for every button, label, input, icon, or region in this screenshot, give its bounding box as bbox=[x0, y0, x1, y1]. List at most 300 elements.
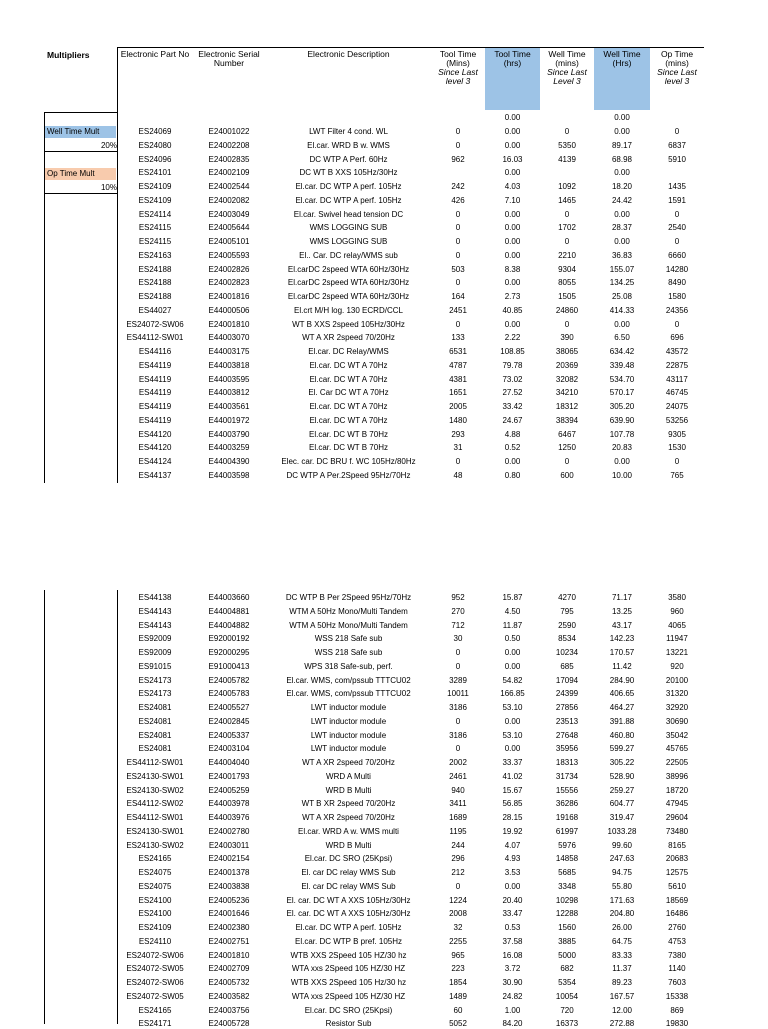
cell-well-time-hrs: 0.00 bbox=[614, 209, 630, 219]
cell-op-time-mins: 13221 bbox=[665, 648, 689, 657]
cell-op-time-mins: 5910 bbox=[668, 154, 686, 164]
cell-well-time-mins: 14858 bbox=[555, 854, 579, 864]
cell-serial: E44003070 bbox=[208, 333, 250, 343]
cell-tool-time-mins: 242 bbox=[451, 182, 465, 191]
cell-part-no: ES24072-SW05 bbox=[126, 991, 184, 1001]
cell-description: El.car. DC WT A 70Hz bbox=[309, 415, 388, 425]
cell-tool-time-hrs: 0.00 bbox=[504, 127, 521, 136]
cell-part-no: ES44027 bbox=[138, 305, 172, 315]
cell-op-time-mins: 24356 bbox=[665, 305, 689, 315]
cell-well-time-mins: 27856 bbox=[555, 703, 579, 712]
cell-op-time-mins: 696 bbox=[670, 333, 684, 343]
cell-description: El.car. DC WTP A perf. 105Hz bbox=[295, 195, 402, 205]
cell-op-time-mins: 1530 bbox=[668, 443, 686, 453]
header-tool-time-mins-label: Tool Time (Mins) bbox=[439, 49, 477, 68]
cell-serial: E44003812 bbox=[208, 388, 250, 398]
cell-tool-time-mins: 293 bbox=[451, 429, 465, 439]
cell-well-time-mins: 61997 bbox=[555, 826, 579, 836]
cell-well-time-hrs: 107.78 bbox=[609, 429, 635, 439]
cell-part-no: ES24109 bbox=[138, 923, 172, 932]
cell-well-time-hrs: 10.00 bbox=[611, 470, 633, 480]
cell-op-time-mins: 47945 bbox=[665, 799, 689, 809]
cell-well-time-mins: 1702 bbox=[558, 223, 576, 233]
cell-part-no: ES91015 bbox=[138, 661, 172, 671]
cell-description: El.car. WRD A w. WMS multi bbox=[298, 826, 399, 836]
cell-tool-time-hrs: 41.02 bbox=[502, 771, 523, 781]
cell-tool-time-hrs: 108.85 bbox=[500, 347, 525, 356]
cell-well-time-hrs: 36.83 bbox=[611, 250, 633, 260]
cell-op-time-mins: 18720 bbox=[665, 785, 689, 795]
cell-tool-time-mins: 3186 bbox=[449, 703, 467, 712]
cell-description: El.car. DC WT A 70Hz bbox=[309, 374, 388, 384]
cell-tool-time-mins: 0 bbox=[455, 127, 461, 136]
cell-tool-time-hrs: 2.73 bbox=[504, 292, 521, 301]
cell-well-time-hrs: 464.27 bbox=[609, 703, 635, 712]
cell-part-no: ES44119 bbox=[138, 415, 172, 425]
cell-part-no: ES44119 bbox=[138, 402, 172, 411]
cell-well-time-mins: 9304 bbox=[558, 264, 576, 274]
cell-well-time-hrs: 13.25 bbox=[611, 606, 633, 616]
cell-tool-time-hrs: 28.15 bbox=[502, 813, 523, 822]
cell-part-no: ES44143 bbox=[138, 620, 172, 630]
cell-part-no: ES24114 bbox=[138, 209, 172, 219]
cell-serial: E44004881 bbox=[208, 606, 250, 616]
cell-tool-time-mins: 2451 bbox=[449, 305, 467, 315]
cell-description: El.car. WMS, com/pssub TTTCU02 bbox=[286, 675, 411, 685]
cell-tool-time-hrs: 53.10 bbox=[502, 703, 523, 712]
cell-well-time-hrs: 11.37 bbox=[612, 964, 632, 974]
cell-serial: E24005101 bbox=[208, 237, 250, 246]
header-well-time-hrs: Well Time (Hrs) bbox=[603, 49, 641, 68]
cell-well-time-hrs: 24.42 bbox=[611, 195, 633, 205]
cell-description: El.car. DC WT A 70Hz bbox=[309, 402, 388, 411]
cell-tool-time-hrs: 84.20 bbox=[502, 1019, 523, 1029]
cell-serial: E44003259 bbox=[208, 443, 250, 453]
cell-description: El.car. DC WT B 70Hz bbox=[309, 443, 388, 453]
cell-serial: E44003595 bbox=[208, 374, 250, 384]
cell-well-time-hrs: 639.90 bbox=[609, 415, 635, 425]
cell-part-no: ES24072-SW06 bbox=[126, 319, 184, 329]
cell-tool-time-hrs: 15.67 bbox=[502, 785, 523, 795]
cell-tool-time-mins: 296 bbox=[451, 854, 465, 864]
cell-op-time-mins: 35042 bbox=[665, 730, 689, 740]
cell-serial: E24005337 bbox=[208, 730, 250, 740]
cell-well-time-hrs: 305.22 bbox=[609, 758, 635, 767]
cell-tool-time-mins: 0 bbox=[455, 140, 461, 150]
cell-serial: E92000295 bbox=[208, 648, 250, 657]
cell-well-time-mins: 1465 bbox=[558, 195, 576, 205]
cell-description: DC WTP A Per.2Speed 95Hz/70Hz bbox=[286, 470, 411, 480]
cell-part-no: ES44137 bbox=[138, 470, 172, 480]
cell-tool-time-hrs: 2.22 bbox=[504, 333, 521, 343]
cell-serial: E91000413 bbox=[208, 661, 250, 671]
cell-well-time-hrs: 12.00 bbox=[611, 1005, 633, 1015]
cell-description: WRD A Multi bbox=[326, 771, 371, 781]
cell-tool-time-hrs: 0.00 bbox=[504, 457, 521, 466]
cell-description: El.car. DC WT A 70Hz bbox=[309, 360, 388, 370]
cell-well-time-hrs: 534.70 bbox=[609, 374, 635, 384]
cell-op-time-mins: 9305 bbox=[668, 429, 686, 439]
cell-op-time-mins: 1580 bbox=[668, 292, 686, 301]
cell-part-no: ES24130-SW01 bbox=[126, 826, 184, 836]
cell-serial: E24003582 bbox=[208, 991, 250, 1001]
cell-description: WMS LOGGING SUB bbox=[309, 237, 388, 246]
cell-well-time-mins: 3885 bbox=[558, 936, 576, 946]
cell-well-time-mins: 0 bbox=[564, 457, 570, 466]
cell-serial: E24002208 bbox=[208, 140, 250, 150]
cell-description: LWT inductor module bbox=[310, 744, 387, 754]
cell-well-time-mins: 36286 bbox=[555, 799, 579, 809]
zero-row-tool-hrs: 0.00 bbox=[504, 113, 521, 122]
cell-tool-time-hrs: 33.47 bbox=[502, 909, 523, 919]
cell-well-time-mins: 0 bbox=[564, 209, 570, 219]
cell-serial: E24001022 bbox=[208, 127, 250, 136]
cell-tool-time-mins: 2461 bbox=[449, 771, 467, 781]
cell-part-no: ES24130-SW01 bbox=[126, 771, 184, 781]
cell-tool-time-mins: 0 bbox=[455, 661, 461, 671]
cell-tool-time-hrs: 0.00 bbox=[504, 661, 521, 671]
cell-op-time-mins: 43117 bbox=[666, 374, 688, 384]
cell-well-time-mins: 5685 bbox=[558, 868, 576, 877]
cell-serial: E24003011 bbox=[208, 840, 250, 850]
cell-part-no: ES24096 bbox=[138, 154, 172, 164]
cell-serial: E24005782 bbox=[208, 675, 250, 685]
cell-op-time-mins: 0 bbox=[674, 209, 680, 219]
cell-well-time-hrs: 55.80 bbox=[611, 881, 633, 891]
cell-part-no: ES44112-SW01 bbox=[126, 813, 184, 822]
cell-serial: E24002709 bbox=[208, 964, 250, 974]
cell-well-time-hrs: 604.77 bbox=[609, 799, 635, 809]
cell-well-time-mins: 10054 bbox=[555, 991, 579, 1001]
cell-serial: E24003104 bbox=[208, 744, 250, 754]
cell-tool-time-hrs: 3.72 bbox=[504, 964, 521, 974]
cell-serial: E44000506 bbox=[208, 305, 250, 315]
side-divider-top bbox=[44, 112, 117, 113]
cell-part-no: ES24081 bbox=[138, 703, 172, 712]
cell-op-time-mins: 3580 bbox=[668, 593, 686, 602]
op-time-mult-value[interactable]: 10% bbox=[45, 182, 117, 194]
cell-well-time-hrs: 83.33 bbox=[611, 950, 633, 960]
cell-op-time-mins: 869 bbox=[670, 1005, 684, 1015]
cell-well-time-hrs: 142.23 bbox=[609, 634, 635, 644]
cell-tool-time-hrs: 7.10 bbox=[504, 195, 521, 205]
cell-part-no: ES44119 bbox=[138, 360, 172, 370]
cell-tool-time-hrs: 1.00 bbox=[504, 1005, 521, 1015]
cell-well-time-mins: 31734 bbox=[555, 771, 579, 781]
cell-serial: E24001816 bbox=[208, 292, 250, 301]
cell-tool-time-hrs: 56.85 bbox=[502, 799, 523, 809]
cell-tool-time-hrs: 16.03 bbox=[502, 154, 523, 164]
cell-serial: E44004040 bbox=[208, 758, 250, 767]
cell-tool-time-mins: 6531 bbox=[449, 347, 467, 356]
well-time-mult-value[interactable]: 20% bbox=[45, 140, 117, 152]
cell-well-time-mins: 35956 bbox=[555, 744, 579, 754]
header-well-time-mins bbox=[540, 50, 594, 86]
cell-serial: E44003976 bbox=[208, 813, 250, 822]
cell-part-no: ES24072-SW06 bbox=[126, 978, 184, 987]
cell-tool-time-hrs: 24.67 bbox=[502, 415, 523, 425]
cell-description: El.car. DC WTP A perf. 105Hz bbox=[295, 923, 402, 932]
cell-op-time-mins: 30690 bbox=[665, 716, 689, 726]
cell-op-time-mins: 43572 bbox=[665, 347, 689, 356]
cell-well-time-hrs: 0.00 bbox=[614, 127, 630, 136]
cell-op-time-mins: 7603 bbox=[668, 978, 686, 987]
cell-tool-time-mins: 0 bbox=[455, 881, 461, 891]
cell-tool-time-mins: 212 bbox=[451, 868, 465, 877]
cell-serial: E24003756 bbox=[208, 1005, 250, 1015]
cell-description: El.car. DC WT B 70Hz bbox=[309, 429, 388, 439]
cell-tool-time-hrs: 54.82 bbox=[502, 675, 523, 685]
cell-serial: E44003660 bbox=[208, 593, 250, 602]
cell-tool-time-hrs: 0.52 bbox=[504, 443, 521, 453]
cell-part-no: ES44120 bbox=[138, 443, 172, 453]
cell-part-no: ES24109 bbox=[138, 195, 172, 205]
cell-op-time-mins: 15338 bbox=[665, 991, 689, 1001]
cell-well-time-hrs: 89.23 bbox=[611, 978, 633, 987]
cell-well-time-mins: 24399 bbox=[555, 689, 579, 699]
cell-part-no: ES24188 bbox=[138, 278, 172, 288]
cell-part-no: ES24165 bbox=[138, 1005, 172, 1015]
cell-description: El.car. WRD B w. WMS bbox=[307, 140, 390, 150]
cell-tool-time-mins: 3186 bbox=[449, 730, 467, 740]
cell-description: Elec. car. DC BRU f. WC 105Hz/80Hz bbox=[281, 457, 416, 466]
cell-description: WTM A 50Hz Mono/Multi Tandem bbox=[289, 620, 408, 630]
cell-tool-time-hrs: 0.00 bbox=[504, 319, 521, 329]
cell-tool-time-mins: 31 bbox=[453, 443, 463, 453]
cell-well-time-mins: 5976 bbox=[558, 840, 576, 850]
cell-well-time-mins: 5000 bbox=[558, 950, 576, 960]
cell-serial: E24002835 bbox=[208, 154, 250, 164]
cell-serial: E24002751 bbox=[208, 936, 250, 946]
cell-well-time-hrs: 272.88 bbox=[609, 1019, 635, 1029]
cell-tool-time-mins: 0 bbox=[455, 223, 461, 233]
cell-description: WTA xxs 2Speed 105 HZ/30 HZ bbox=[291, 991, 406, 1001]
cell-tool-time-mins: 0 bbox=[455, 250, 461, 260]
cell-well-time-hrs: 204.80 bbox=[609, 909, 635, 919]
cell-serial: E24005644 bbox=[208, 223, 250, 233]
cell-tool-time-hrs: 0.00 bbox=[504, 250, 521, 260]
cell-part-no: ES24163 bbox=[138, 250, 172, 260]
cell-tool-time-mins: 1480 bbox=[449, 415, 467, 425]
cell-op-time-mins: 20683 bbox=[665, 854, 689, 864]
cell-well-time-mins: 18313 bbox=[555, 758, 579, 767]
cell-part-no: ES24075 bbox=[138, 868, 172, 877]
cell-part-no: ES24109 bbox=[138, 182, 172, 191]
cell-part-no: ES44116 bbox=[138, 347, 172, 356]
cell-op-time-mins: 12575 bbox=[665, 868, 689, 877]
cell-op-time-mins: 6660 bbox=[668, 250, 686, 260]
cell-well-time-hrs: 460.80 bbox=[609, 730, 635, 740]
cell-tool-time-mins: 962 bbox=[451, 154, 465, 164]
cell-well-time-mins: 4270 bbox=[558, 593, 576, 602]
cell-op-time-mins: 73480 bbox=[665, 826, 689, 836]
cell-op-time-mins: 46745 bbox=[665, 388, 689, 398]
cell-op-time-mins: 0 bbox=[674, 319, 680, 329]
cell-well-time-hrs: 319.47 bbox=[609, 813, 635, 822]
cell-well-time-mins: 0 bbox=[564, 237, 570, 246]
cell-tool-time-mins: 30 bbox=[453, 634, 463, 644]
cell-op-time-mins: 11947 bbox=[666, 634, 688, 644]
cell-serial: E24005593 bbox=[208, 250, 250, 260]
cell-tool-time-mins: 4787 bbox=[449, 360, 467, 370]
cell-tool-time-hrs: 30.90 bbox=[502, 978, 523, 987]
cell-serial: E92000192 bbox=[208, 634, 250, 644]
cell-tool-time-mins: 0 bbox=[455, 237, 461, 246]
cell-tool-time-mins: 0 bbox=[455, 209, 461, 219]
cell-tool-time-hrs: 0.50 bbox=[504, 634, 521, 644]
cell-tool-time-mins: 5052 bbox=[449, 1019, 467, 1029]
cell-op-time-mins: 32920 bbox=[665, 703, 689, 712]
header-tool-time-hrs: Tool Time (hrs) bbox=[494, 49, 531, 68]
cell-tool-time-mins: 164 bbox=[451, 292, 465, 301]
cell-serial: E24005732 bbox=[208, 978, 250, 987]
cell-tool-time-hrs: 4.93 bbox=[504, 854, 521, 864]
side-left-border-2 bbox=[44, 590, 45, 1024]
cell-tool-time-hrs: 0.53 bbox=[504, 923, 521, 932]
cell-tool-time-hrs: 53.10 bbox=[502, 730, 523, 740]
cell-part-no: ES44112-SW01 bbox=[126, 333, 184, 343]
cell-tool-time-mins: 2008 bbox=[449, 909, 467, 919]
cell-op-time-mins: 31320 bbox=[665, 689, 689, 699]
cell-description: El.car. DC WTP A perf. 105Hz bbox=[295, 182, 402, 191]
cell-description: WMS LOGGING SUB bbox=[309, 223, 388, 233]
cell-well-time-hrs: 26.00 bbox=[611, 923, 633, 932]
cell-serial: E44004882 bbox=[208, 620, 250, 630]
cell-op-time-mins: 1435 bbox=[668, 182, 686, 191]
cell-description: El.carDC 2speed WTA 60Hz/30Hz bbox=[287, 292, 410, 301]
header-serial: Electronic Serial Number bbox=[198, 49, 260, 68]
cell-tool-time-mins: 1224 bbox=[449, 895, 467, 905]
cell-part-no: ES92009 bbox=[138, 634, 172, 644]
cell-tool-time-mins: 32 bbox=[453, 923, 463, 932]
cell-well-time-mins: 17094 bbox=[555, 675, 579, 685]
cell-tool-time-hrs: 15.87 bbox=[502, 593, 523, 602]
cell-well-time-hrs: 259.27 bbox=[609, 785, 635, 795]
cell-description: WTA xxs 2Speed 105 HZ/30 HZ bbox=[291, 964, 406, 974]
cell-well-time-mins: 682 bbox=[560, 964, 574, 974]
cell-tool-time-hrs: 0.00 bbox=[504, 716, 521, 726]
cell-well-time-mins: 2210 bbox=[558, 250, 576, 260]
cell-tool-time-mins: 223 bbox=[451, 964, 465, 974]
cell-serial: E24002823 bbox=[208, 278, 250, 288]
cell-tool-time-hrs: 0.00 bbox=[504, 744, 521, 754]
cell-tool-time-hrs: 0.00 bbox=[504, 223, 521, 233]
header-op-time-mins-sub: Since Last level 3 bbox=[657, 67, 697, 86]
cell-description: DC WTP B Per 2Speed 95Hz/70Hz bbox=[285, 593, 412, 602]
cell-op-time-mins: 29604 bbox=[665, 813, 689, 822]
cell-op-time-mins: 0 bbox=[674, 457, 680, 466]
cell-serial: E24002109 bbox=[208, 168, 250, 178]
cell-well-time-mins: 1560 bbox=[558, 923, 576, 932]
cell-tool-time-mins: 0 bbox=[455, 744, 461, 754]
cell-serial: E24001646 bbox=[208, 909, 250, 919]
cell-well-time-hrs: 68.98 bbox=[611, 154, 633, 164]
cell-well-time-hrs: 528.90 bbox=[609, 771, 635, 781]
cell-part-no: ES24115 bbox=[138, 223, 172, 233]
cell-part-no: ES44143 bbox=[138, 606, 172, 616]
cell-serial: E44003598 bbox=[208, 470, 250, 480]
cell-op-time-mins: 1591 bbox=[668, 195, 686, 205]
cell-description: WRD B Multi bbox=[325, 785, 372, 795]
cell-tool-time-mins: 2005 bbox=[449, 402, 467, 411]
cell-op-time-mins: 765 bbox=[670, 470, 684, 480]
cell-well-time-hrs: 94.75 bbox=[611, 868, 633, 877]
cell-serial: E24002380 bbox=[208, 923, 250, 932]
cell-description: El.car. Swivel head tension DC bbox=[293, 209, 404, 219]
cell-tool-time-hrs: 0.80 bbox=[504, 470, 521, 480]
cell-tool-time-hrs: 40.85 bbox=[502, 305, 523, 315]
cell-well-time-mins: 38065 bbox=[555, 347, 579, 356]
cell-description: WTB XXS 2Speed 105 Hz/30 hz bbox=[290, 978, 407, 987]
cell-well-time-hrs: 284.90 bbox=[609, 675, 635, 685]
cell-tool-time-mins: 965 bbox=[451, 950, 465, 960]
cell-tool-time-hrs: 0.00 bbox=[504, 140, 521, 150]
cell-op-time-mins: 53256 bbox=[665, 415, 689, 425]
cell-well-time-hrs: 0.00 bbox=[614, 237, 630, 246]
cell-well-time-hrs: 171.63 bbox=[609, 895, 635, 905]
cell-part-no: ES24072-SW05 bbox=[126, 964, 184, 974]
cell-serial: E24002154 bbox=[208, 854, 250, 864]
cell-well-time-mins: 5350 bbox=[558, 140, 576, 150]
cell-tool-time-mins: 712 bbox=[451, 620, 465, 630]
cell-op-time-mins: 4753 bbox=[668, 936, 686, 946]
cell-description: LWT inductor module bbox=[310, 730, 387, 740]
cell-part-no: ES24100 bbox=[138, 895, 172, 905]
cell-part-no: ES24072-SW06 bbox=[126, 950, 184, 960]
cell-tool-time-mins: 3411 bbox=[449, 799, 467, 809]
cell-tool-time-mins: 3289 bbox=[449, 675, 467, 685]
cell-tool-time-hrs: 166.85 bbox=[500, 689, 525, 699]
cell-well-time-hrs: 570.17 bbox=[609, 388, 635, 398]
cell-well-time-hrs: 170.57 bbox=[609, 648, 635, 657]
cell-tool-time-hrs: 33.37 bbox=[502, 758, 523, 767]
cell-tool-time-mins: 2002 bbox=[449, 758, 467, 767]
op-time-mult-label: Op Time Mult bbox=[45, 168, 116, 180]
cell-well-time-hrs: 134.25 bbox=[609, 278, 635, 288]
cell-description: El. car. DC WT A XXS 105Hz/30Hz bbox=[286, 909, 411, 919]
cell-description: WSS 218 Safe sub bbox=[314, 648, 383, 657]
cell-tool-time-mins: 0 bbox=[455, 457, 461, 466]
cell-description: WT B XR 2speed 70/20Hz bbox=[301, 799, 396, 809]
cell-op-time-mins: 5610 bbox=[668, 881, 686, 891]
cell-tool-time-mins: 0 bbox=[455, 648, 461, 657]
cell-serial: E44003561 bbox=[208, 402, 250, 411]
cell-op-time-mins: 14280 bbox=[665, 264, 689, 274]
well-time-mult-label: Well Time Mult bbox=[45, 126, 116, 138]
cell-serial: E24003049 bbox=[208, 209, 250, 219]
cell-tool-time-mins: 244 bbox=[451, 840, 465, 850]
cell-part-no: ES44138 bbox=[138, 593, 172, 602]
cell-description: WT B XXS 2speed 105Hz/30Hz bbox=[292, 319, 405, 329]
cell-well-time-mins: 8055 bbox=[558, 278, 576, 288]
cell-description: WT A XR 2speed 70/20Hz bbox=[302, 758, 395, 767]
cell-well-time-mins: 38394 bbox=[555, 415, 579, 425]
cell-well-time-hrs: 25.08 bbox=[611, 292, 633, 301]
cell-well-time-mins: 685 bbox=[560, 661, 574, 671]
cell-description: El.carDC 2speed WTA 60Hz/30Hz bbox=[287, 264, 410, 274]
cell-op-time-mins: 24075 bbox=[665, 402, 689, 411]
cell-well-time-mins: 15556 bbox=[555, 785, 579, 795]
cell-well-time-mins: 32082 bbox=[555, 374, 579, 384]
cell-op-time-mins: 16486 bbox=[665, 909, 689, 919]
cell-tool-time-hrs: 3.53 bbox=[504, 868, 521, 877]
cell-well-time-hrs: 167.57 bbox=[609, 991, 635, 1001]
header-part-no: Electronic Part No bbox=[120, 49, 190, 59]
cell-op-time-mins: 19830 bbox=[665, 1019, 689, 1029]
cell-part-no: ES24101 bbox=[138, 168, 172, 178]
cell-well-time-mins: 12288 bbox=[555, 909, 579, 919]
cell-op-time-mins: 4065 bbox=[668, 620, 686, 630]
